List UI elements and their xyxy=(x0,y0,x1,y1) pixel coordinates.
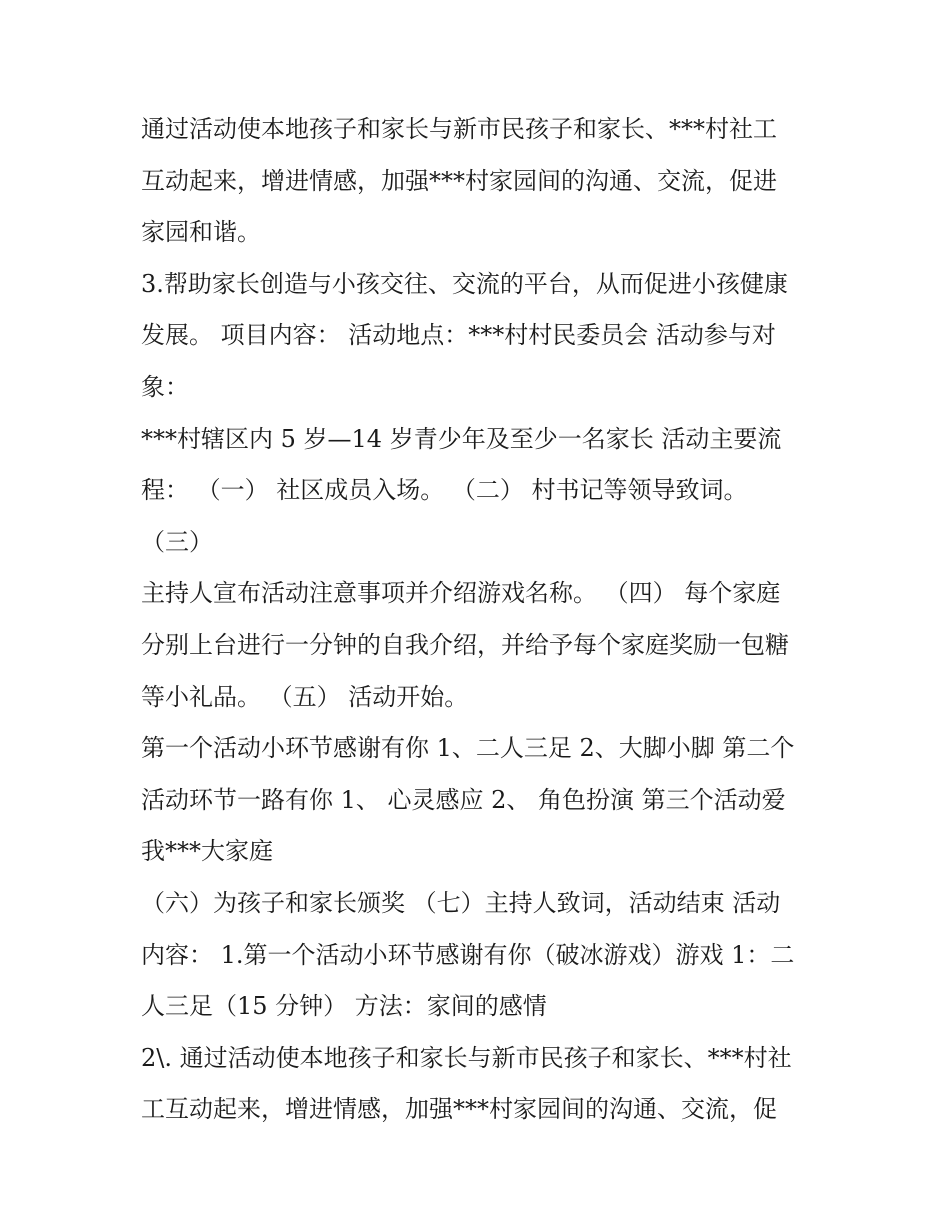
text-line: 活动环节一路有你 1、 心灵感应 2、 角色扮演 第三个活动爱 xyxy=(141,785,786,814)
text-line: 等小礼品。 （五） 活动开始。 xyxy=(141,682,469,711)
text-line: 发展。 项目内容： 活动地点：***村村民委员会 活动参与对 xyxy=(141,321,776,350)
text-line: 家园和谐。 xyxy=(141,218,261,247)
document-body xyxy=(141,104,821,1136)
text-line: ***村辖区内 5 岁—14 岁青少年及至少一名家长 活动主要流 xyxy=(141,424,782,453)
text-line: 我***大家庭 xyxy=(141,837,273,866)
text-line: （六）为孩子和家长颁奖 （七）主持人致词，活动结束 活动 xyxy=(141,888,781,917)
text-line: 主持人宣布活动注意事项并介绍游戏名称。 （四） 每个家庭 xyxy=(141,579,781,608)
text-line: 程： （一） 社区成员入场。 （二） 村书记等领导致词。 xyxy=(141,476,748,505)
text-line: 2\. 通过活动使本地孩子和家长与新市民孩子和家长、***村社 xyxy=(141,1043,792,1072)
text-line: 通过活动使本地孩子和家长与新市民孩子和家长、***村社工 xyxy=(141,115,777,143)
text-line: （三） xyxy=(141,527,213,556)
text-line: 第一个活动小环节感谢有你 1、二人三足 2、大脚小脚 第二个 xyxy=(141,734,795,763)
text-line: 象： xyxy=(141,372,189,401)
text-line: 分别上台进行一分钟的自我介绍，并给予每个家庭奖励一包糖 xyxy=(141,630,789,659)
text-line: 内容： 1.第一个活动小环节感谢有你（破冰游戏）游戏 1：二 xyxy=(141,940,795,969)
text-line: 工互动起来，增进情感，加强***村家园间的沟通、交流，促 xyxy=(141,1095,777,1124)
text-line: 互动起来，增进情感，加强***村家园间的沟通、交流，促进 xyxy=(141,166,777,195)
text-line: 人三足（15 分钟） 方法：家间的感情 xyxy=(141,992,547,1021)
text-line: 3.帮助家长创造与小孩交往、交流的平台，从而促进小孩健康 xyxy=(141,269,788,298)
